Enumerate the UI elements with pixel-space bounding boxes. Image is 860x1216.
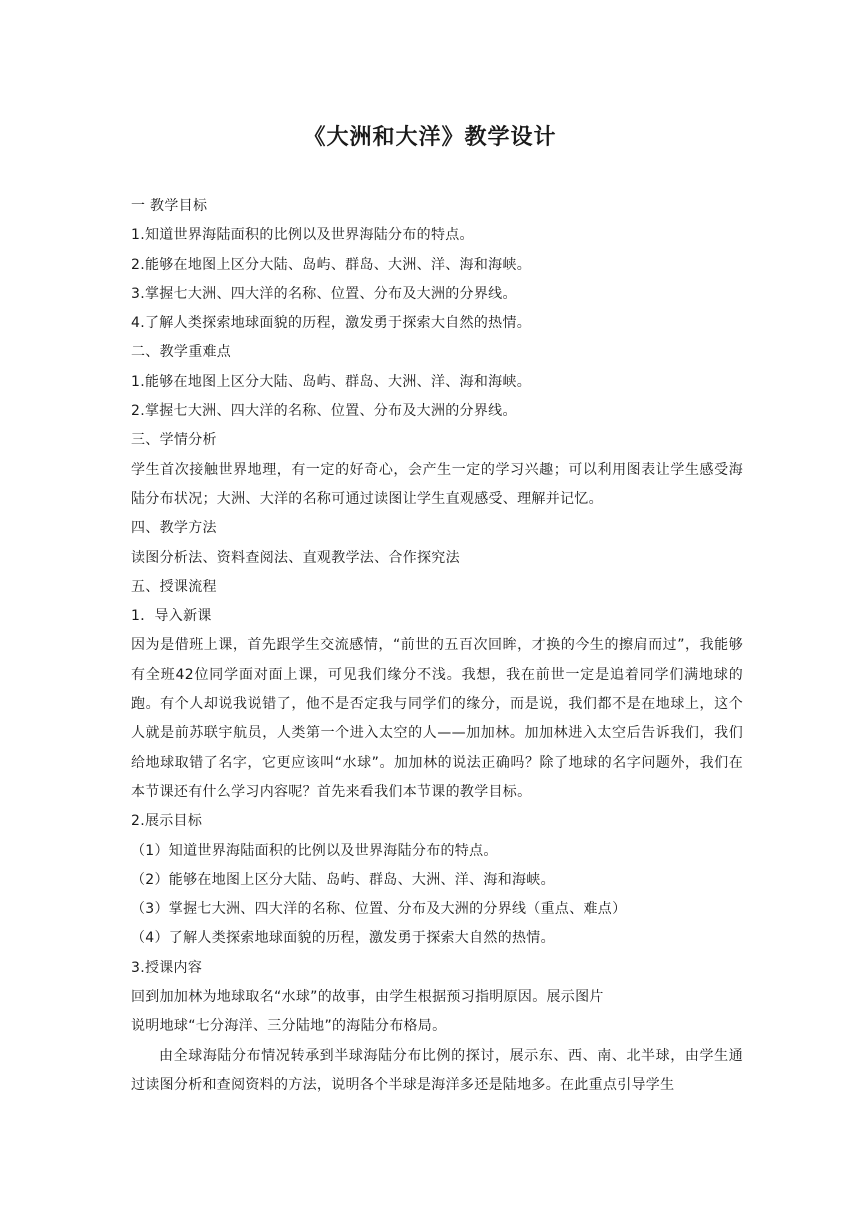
student-analysis-paragraph: 学生首次接触世界地理，有一定的好奇心，会产生一定的学习兴趣；可以利用图表让学生感受海陆分布状况；大洲、大洋的名称可通过读图让学生直观感受、理解并记忆。 <box>131 461 743 507</box>
section-heading-objectives: 一 教学目标 <box>131 198 208 214</box>
section-heading-process: 五、授课流程 <box>131 578 217 595</box>
content-paragraph: 说明地球“七分海洋、三分陆地”的海陆分布格局。 <box>131 1018 447 1035</box>
objective-list-item: （1）知道世界海陆面积的比例以及世界海陆分布的特点。 <box>131 842 498 859</box>
objective-list-item: （4）了解人类探索地球面貌的历程，激发勇于探索大自然的热情。 <box>131 930 555 947</box>
key-point-item: 1.能够在地图上区分大陆、岛屿、群岛、大洲、洋、海和海峡。 <box>131 373 532 390</box>
section-heading-student-analysis: 三、学情分析 <box>131 432 217 449</box>
methods-paragraph: 读图分析法、资料查阅法、直观教学法、合作探究法 <box>131 549 460 566</box>
subheading-content: 3.授课内容 <box>131 959 203 976</box>
section-heading-methods: 四、教学方法 <box>131 520 217 537</box>
intro-paragraph: 因为是借班上课，首先跟学生交流感情，“前世的五百次回眸，才换的今生的擦肩而过”，我能够有全班42位同学面对面上课，可见我们缘分不浅。我想，我在前世一定是追着同学们满地球的跑。有个人却说我说错了，他不是否定我与同学们的缘分，而是说，我们都不是在地球上，这个人就是前苏联宇航员，人类第一个进入太空的人——加加林。加加林进入太空后告诉我们，我们给地球取错了名字，它更应该叫“水球”。加加林的说法正确吗？除了地球的名字问题外，我们在本节课还有什么学习内容呢？首先来看我们本节课的教学目标。 <box>131 637 743 800</box>
document-title: 《大洲和大洋》教学设计 <box>303 125 557 150</box>
content-paragraph: 由全球海陆分布情况转承到半球海陆分布比例的探讨，展示东、西、南、北半球，由学生通过读图分析和查阅资料的方法，说明各个半球是海洋多还是陆地多。在此重点引导学生 <box>131 1047 743 1093</box>
content-paragraph: 回到加加林为地球取名“水球”的故事，由学生根据预习指明原因。展示图片 <box>131 989 604 1006</box>
objective-item: 3.掌握七大洲、四大洋的名称、位置、分布及大洲的分界线。 <box>131 285 517 302</box>
subheading-intro: 1．导入新课 <box>131 608 212 625</box>
objective-item: 1.知道世界海陆面积的比例以及世界海陆分布的特点。 <box>131 227 474 244</box>
objective-list-item: （3）掌握七大洲、四大洋的名称、位置、分布及大洲的分界线（重点、难点） <box>131 901 627 918</box>
objective-item: 4.了解人类探索地球面貌的历程，激发勇于探索大自然的热情。 <box>131 315 532 332</box>
key-point-item: 2.掌握七大洲、四大洋的名称、位置、分布及大洲的分界线。 <box>131 403 517 420</box>
objective-item: 2.能够在地图上区分大陆、岛屿、群岛、大洲、洋、海和海峡。 <box>131 256 532 273</box>
section-heading-key-points: 二、教学重难点 <box>131 344 232 361</box>
objective-list-item: （2）能够在地图上区分大陆、岛屿、群岛、大洲、洋、海和海峡。 <box>131 871 555 888</box>
subheading-show-objectives: 2.展示目标 <box>131 813 203 830</box>
document-body <box>131 192 743 1100</box>
